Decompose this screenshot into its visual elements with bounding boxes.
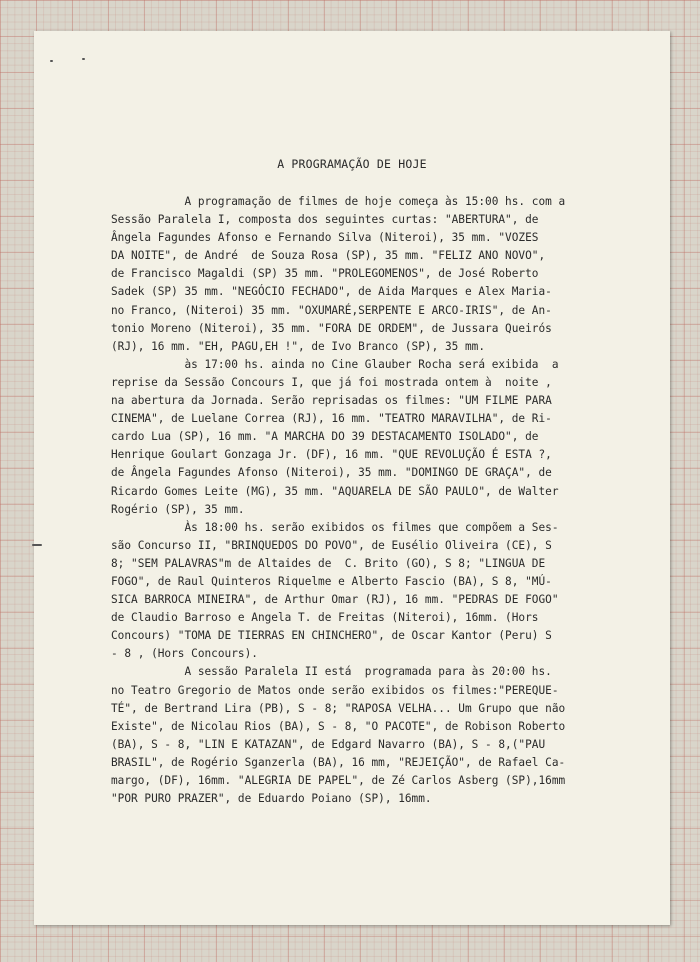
text-line: de Ângela Fagundes Afonso (Niteroi), 35 mm. "DOMINGO DE GRAÇA", de [111,466,552,480]
text-line: de Claudio Barroso e Angela T. de Freitas (Niteroi), 16mm. (Hors [111,611,539,625]
text-line: - 8 , (Hors Concours). [111,647,258,661]
text-line: (BA), S - 8, "LIN E KATAZAN", de Edgard Navarro (BA), S - 8,("PAU [111,737,546,751]
text-line: na abertura da Jornada. Serão reprisadas os filmes: "UM FILME PARA [111,394,552,408]
text-line: reprise da Sessão Concours I, que já foi mostrada ontem à noite , [111,375,552,389]
text-line: no Teatro Gregorio de Matos onde serão exibidos os filmes:"PEREQUE- [111,683,559,697]
text-line: Ricardo Gomes Leite (MG), 35 mm. "AQUARELA DE SÃO PAULO", de Walter [111,484,559,498]
text-line: no Franco, (Niteroi) 35 mm. "OXUMARÉ,SERPENTE E ARCO-IRIS", de An- [111,303,552,317]
margin-mark [32,544,42,546]
text-line: são Concurso II, "BRINQUEDOS DO POVO", de Eusélio Oliveira (CE), S [111,538,552,552]
text-line: A programação de filmes de hoje começa às 15:00 hs. com a [111,195,566,208]
text-line: Concours) "TOMA DE TIERRAS EN CHINCHERO", de Oscar Kantor (Peru) S [111,629,552,643]
text-line: FOGO", de Raul Quinteros Riquelme e Alberto Fascio (BA), S 8, "MÚ- [111,574,552,588]
text-line: Às 18:00 hs. serão exibidos os filmes que compõem a Ses- [111,520,559,534]
text-line: "POR PURO PRAZER", de Eduardo Poiano (SP), 16mm. [111,792,432,806]
page-title: A PROGRAMAÇÃO DE HOJE [277,157,427,171]
text-line: tonio Moreno (Niteroi), 35 mm. "FORA DE ORDEM", de Jussara Queirós [111,321,552,335]
text-line: SICA BARROCA MINEIRA", de Arthur Omar (RJ), 16 mm. "PEDRAS DE FOGO" [111,593,559,607]
text-line: A sessão Paralela II está programada para às 20:00 hs. [111,665,552,679]
text-line: Existe", de Nicolau Rios (BA), S - 8, "O PACOTE", de Robison Roberto [111,719,566,733]
text-line: TÉ", de Bertrand Lira (PB), S - 8; "RAPOSA VELHA... Um Grupo que não [111,701,566,715]
ink-speck [50,60,53,62]
text-line: DA NOITE", de André de Souza Rosa (SP), 35 mm. "FELIZ ANO NOVO", [111,249,546,263]
text-line: às 17:00 hs. ainda no Cine Glauber Rocha será exibida a [111,357,559,371]
text-line: 8; "SEM PALAVRAS"m de Altaides de C. Brito (GO), S 8; "LINGUA DE [111,556,546,570]
text-line: Ângela Fagundes Afonso e Fernando Silva (Niteroi), 35 mm. "VOZES [111,231,539,245]
text-line: margo, (DF), 16mm. "ALEGRIA DE PAPEL", de Zé Carlos Asberg (SP),16mm [111,774,566,787]
ink-speck [82,58,85,60]
body-text [111,193,671,808]
text-line: (RJ), 16 mm. "EH, PAGU,EH !", de Ivo Branco (SP), 35 mm. [111,339,486,353]
text-line: BRASIL", de Rogério Sganzerla (BA), 16 mm, "REJEIÇÃO", de Rafael Ca- [111,755,566,769]
text-line: CINEMA", de Luelane Correa (RJ), 16 mm. "TEATRO MARAVILHA", de Ri- [111,412,552,426]
text-line: Sessão Paralela I, composta dos seguintes curtas: "ABERTURA", de [111,213,539,227]
text-line: Rogério (SP), 35 mm. [111,502,245,516]
text-line: cardo Lua (SP), 16 mm. "A MARCHA DO 39 DESTACAMENTO ISOLADO", de [111,430,539,444]
text-line: Sadek (SP) 35 mm. "NEGÓCIO FECHADO", de Aida Marques e Alex Maria- [111,285,552,299]
text-line: Henrique Goulart Gonzaga Jr. (DF), 16 mm. "QUE REVOLUÇÃO É ESTA ?, [111,448,552,462]
document-page [34,31,670,925]
text-line: de Francisco Magaldi (SP) 35 mm. "PROLEGOMENOS", de José Roberto [111,267,539,281]
